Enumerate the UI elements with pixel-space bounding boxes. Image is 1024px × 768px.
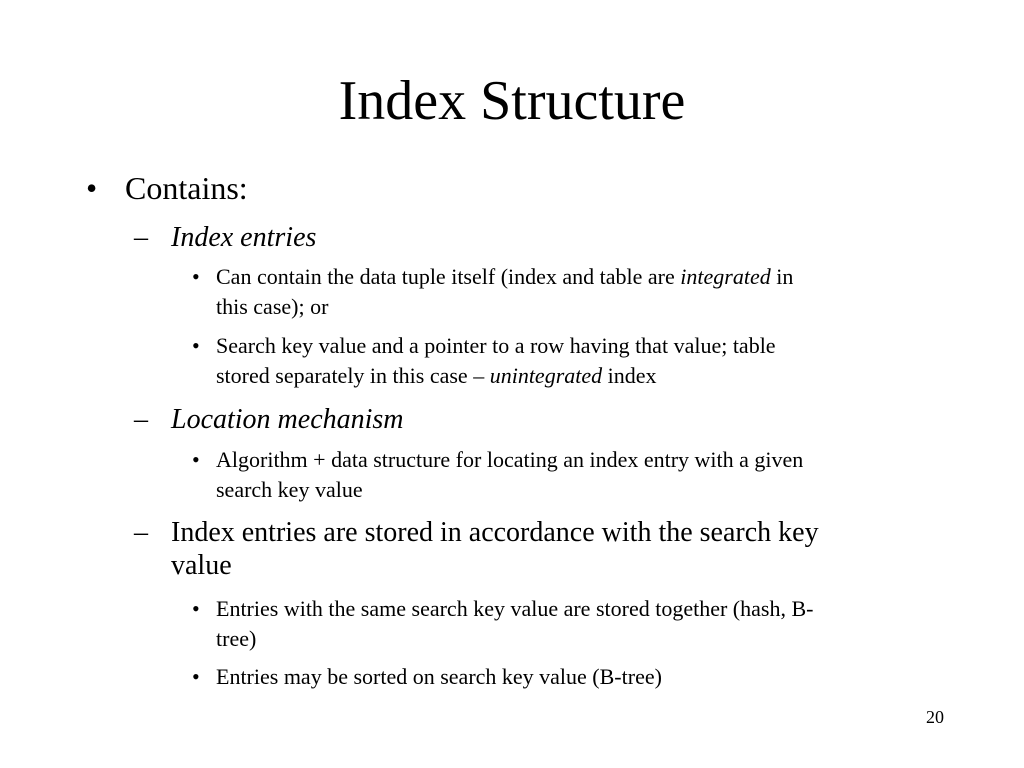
term-unintegrated: unintegrated bbox=[489, 363, 603, 388]
point-algorithm-line1: Algorithm + data structure for locating an index entry with a given bbox=[216, 447, 804, 472]
slide-number: 20 bbox=[926, 707, 944, 727]
bullet-marker: • bbox=[192, 664, 200, 689]
point-stored-together-line2: tree) bbox=[216, 626, 257, 651]
bullet-marker: • bbox=[192, 447, 200, 472]
point-stored-together-line1: Entries with the same search key value are stored together (hash, B- bbox=[216, 596, 814, 621]
bullet-marker: • bbox=[192, 264, 200, 289]
dash-marker: – bbox=[134, 404, 148, 435]
term-integrated: integrated bbox=[680, 264, 771, 289]
bullet-marker: • bbox=[192, 333, 200, 358]
point-data-tuple-line2: this case); or bbox=[216, 294, 329, 319]
dash-marker: – bbox=[134, 517, 148, 548]
dash-marker: – bbox=[134, 222, 148, 253]
point-search-key-pointer-line1: Search key value and a pointer to a row having that value; table bbox=[216, 333, 776, 358]
sub-item-location-mechanism-text: Location mechanism bbox=[171, 404, 404, 435]
bullet-marker: • bbox=[86, 170, 98, 206]
bullet-marker: • bbox=[192, 596, 200, 621]
sub-item-index-entries-text: Index entries bbox=[171, 222, 317, 253]
point-algorithm-line2: search key value bbox=[216, 477, 363, 502]
sub-item-stored-accordance-line1: Index entries are stored in accordance with the search key bbox=[171, 517, 819, 548]
point-search-key-pointer-line2: stored separately in this case – unintegrated index bbox=[216, 363, 657, 388]
sub-item-stored-accordance-line2: value bbox=[171, 550, 232, 581]
bullet-contains-text: Contains: bbox=[125, 170, 248, 206]
slide-title: Index Structure bbox=[338, 70, 686, 132]
point-data-tuple-line1: Can contain the data tuple itself (index and table are integrated in bbox=[216, 264, 794, 289]
point-sorted-line1: Entries may be sorted on search key value (B-tree) bbox=[216, 664, 662, 689]
